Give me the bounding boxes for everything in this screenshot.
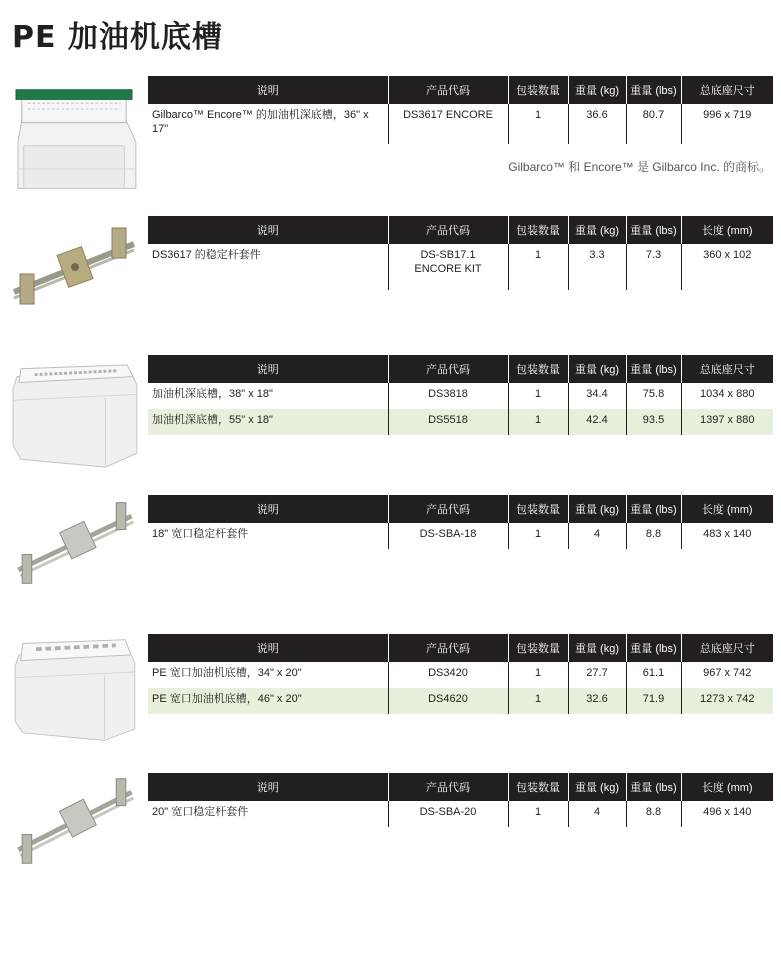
- product-section-wide-sumps: [0, 634, 781, 754]
- product-section-sba18-kit: [0, 495, 781, 595]
- cell-code: DS5518: [388, 409, 508, 435]
- col-header-qty: 包装数量: [508, 76, 568, 104]
- col-header-qty: 包装数量: [508, 495, 568, 523]
- col-header-desc: 说明: [148, 634, 388, 662]
- col-header-desc: 说明: [148, 355, 388, 383]
- cell-lbs: 61.1: [626, 662, 681, 688]
- product-section-deep-sumps: [0, 355, 781, 475]
- cell-qty: 1: [508, 104, 568, 144]
- spec-table-sba18-kit: [148, 495, 773, 549]
- cell-desc: PE 宽口加油机底槽，34" x 20": [152, 667, 302, 679]
- cell-kg: 34.4: [568, 383, 626, 409]
- table-row: [148, 244, 773, 290]
- spec-table-sba20-kit: [148, 773, 773, 827]
- cell-kg: 42.4: [568, 409, 626, 435]
- table-header-row: [148, 216, 773, 244]
- cell-qty: 1: [508, 409, 568, 435]
- cell-kg: 4: [568, 523, 626, 549]
- deep-sump-image: [6, 355, 142, 473]
- cell-lbs: 75.8: [626, 383, 681, 409]
- col-header-kg: 重量 (kg): [568, 355, 626, 383]
- col-header-lbs: 重量 (lbs): [626, 773, 681, 801]
- table-header-row: [148, 76, 773, 104]
- col-header-desc: 说明: [148, 773, 388, 801]
- cell-kg: 32.6: [568, 688, 626, 714]
- table-header-row: [148, 773, 773, 801]
- col-header-base: 总底座尺寸: [681, 634, 773, 662]
- col-header-base: 总底座尺寸: [681, 355, 773, 383]
- col-header-lbs: 重量 (lbs): [626, 76, 681, 104]
- cell-code: DS4620: [388, 688, 508, 714]
- spec-table-sb17-kit: [148, 216, 773, 290]
- col-header-kg: 重量 (kg): [568, 773, 626, 801]
- page-title: PE 加油机底槽: [12, 20, 223, 55]
- cell-qty: 1: [508, 383, 568, 409]
- cell-qty: 1: [508, 662, 568, 688]
- col-header-kg: 重量 (kg): [568, 216, 626, 244]
- table-row: [148, 523, 773, 549]
- col-header-code: 产品代码: [388, 773, 508, 801]
- spec-table-encore-sump: [148, 76, 773, 144]
- cell-desc: PE 宽口加油机底槽，46" x 20": [148, 688, 388, 714]
- spec-table-wide-sumps: [148, 634, 773, 714]
- cell-lbs: 80.7: [626, 104, 681, 144]
- cell-desc: 加油机深底槽，55" x 18": [148, 409, 388, 435]
- col-header-kg: 重量 (kg): [568, 634, 626, 662]
- col-header-lbs: 重量 (lbs): [626, 495, 681, 523]
- cell-desc: 18" 宽口稳定杆套件: [152, 528, 249, 540]
- col-header-length: 长度 (mm): [681, 773, 773, 801]
- table-header-row: [148, 355, 773, 383]
- col-header-code: 产品代码: [388, 495, 508, 523]
- cell-kg: 3.3: [568, 244, 626, 290]
- col-header-code: 产品代码: [388, 634, 508, 662]
- cell-desc: 加油机深底槽，38" x 18": [152, 388, 273, 400]
- cell-desc: DS3617 的稳定杆套件: [152, 249, 261, 261]
- cell-code: DS-SB17.1 ENCORE KIT: [388, 244, 508, 290]
- product-section-sb17-kit: [0, 216, 781, 326]
- cell-dim: 967 x 742: [681, 662, 773, 688]
- table-row: [148, 409, 773, 435]
- cell-desc: 20" 宽口稳定杆套件: [152, 806, 249, 818]
- cell-code: DS-SBA-18: [388, 523, 508, 549]
- col-header-qty: 包装数量: [508, 634, 568, 662]
- table-row: [148, 688, 773, 714]
- spec-table-deep-sumps: [148, 355, 773, 435]
- cell-qty: 1: [508, 523, 568, 549]
- wide-stabilizer-kit-image: [6, 495, 142, 591]
- col-header-qty: 包装数量: [508, 355, 568, 383]
- table-header-row: [148, 495, 773, 523]
- cell-dim: 496 x 140: [681, 801, 773, 827]
- col-header-desc: 说明: [148, 216, 388, 244]
- cell-qty: 1: [508, 244, 568, 290]
- col-header-code: 产品代码: [388, 216, 508, 244]
- col-header-lbs: 重量 (lbs): [626, 355, 681, 383]
- cell-code: DS3617 ENCORE: [388, 104, 508, 144]
- cell-lbs: 71.9: [626, 688, 681, 714]
- cell-desc: Gilbarco™ Encore™ 的加油机深底槽，36" x 17": [152, 109, 369, 135]
- wide-sump-image: [6, 634, 142, 748]
- product-section-encore-sump: [0, 76, 781, 196]
- col-header-qty: 包装数量: [508, 773, 568, 801]
- cell-lbs: 8.8: [626, 523, 681, 549]
- col-header-kg: 重量 (kg): [568, 76, 626, 104]
- col-header-length: 长度 (mm): [681, 495, 773, 523]
- table-row: [148, 104, 773, 144]
- cell-dim: 483 x 140: [681, 523, 773, 549]
- cell-qty: 1: [508, 801, 568, 827]
- cell-lbs: 7.3: [626, 244, 681, 290]
- table-row: [148, 383, 773, 409]
- cell-dim: 1397 x 880: [681, 409, 773, 435]
- cell-dim: 1273 x 742: [681, 688, 773, 714]
- col-header-kg: 重量 (kg): [568, 495, 626, 523]
- col-header-lbs: 重量 (lbs): [626, 634, 681, 662]
- encore-sump-image: [6, 82, 142, 198]
- col-header-code: 产品代码: [388, 76, 508, 104]
- table-row: [148, 801, 773, 827]
- cell-kg: 27.7: [568, 662, 626, 688]
- cell-dim: 996 x 719: [681, 104, 773, 144]
- cell-kg: 36.6: [568, 104, 626, 144]
- col-header-qty: 包装数量: [508, 216, 568, 244]
- trademark-note: Gilbarco™ 和 Encore™ 是 Gilbarco Inc. 的商标。: [508, 160, 771, 174]
- cell-code: DS-SBA-20: [388, 801, 508, 827]
- cell-code: DS3420: [388, 662, 508, 688]
- cell-dim: 360 x 102: [681, 244, 773, 290]
- col-header-length: 长度 (mm): [681, 216, 773, 244]
- cell-code: DS3818: [388, 383, 508, 409]
- cell-lbs: 93.5: [626, 409, 681, 435]
- wide-stabilizer-kit-20-image: [6, 773, 142, 869]
- product-section-sba20-kit: [0, 773, 781, 873]
- cell-lbs: 8.8: [626, 801, 681, 827]
- col-header-desc: 说明: [148, 495, 388, 523]
- table-header-row: [148, 634, 773, 662]
- cell-dim: 1034 x 880: [681, 383, 773, 409]
- stabilizer-kit-image: [6, 218, 142, 318]
- col-header-desc: 说明: [148, 76, 388, 104]
- col-header-base: 总底座尺寸: [681, 76, 773, 104]
- col-header-lbs: 重量 (lbs): [626, 216, 681, 244]
- col-header-code: 产品代码: [388, 355, 508, 383]
- cell-qty: 1: [508, 688, 568, 714]
- cell-kg: 4: [568, 801, 626, 827]
- table-row: [148, 662, 773, 688]
